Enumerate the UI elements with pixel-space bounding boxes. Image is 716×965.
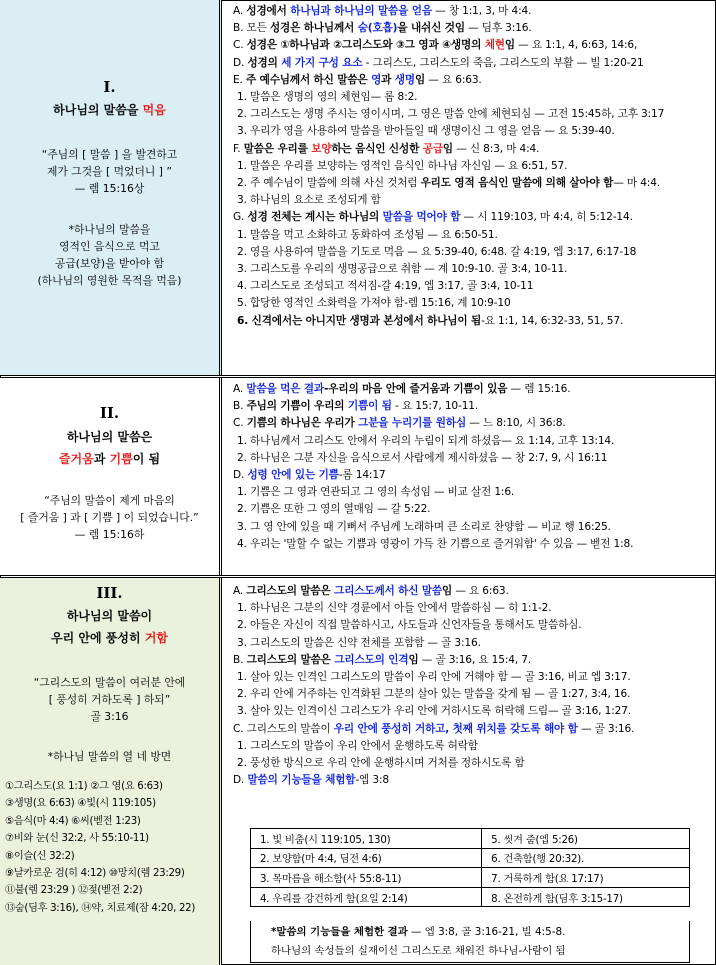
note-line: (하나님의 영원한 목적을 먹음) — [37, 274, 182, 287]
quote-line: “주님의 말씀이 제게 마음의 — [44, 494, 175, 507]
section-2-title-line2 — [0, 449, 219, 469]
outline-text: F. — [233, 142, 244, 155]
result-label: *말씀의 기능들을 체험한 결과 — [271, 926, 408, 938]
section-3-quote — [0, 674, 219, 725]
outline-text: 성경은 하나님께서 — [269, 22, 358, 35]
outline-text: B. 모든 — [233, 22, 270, 35]
outline-text: 2. 기쁨은 또한 그 영의 열매임 — 갈 5:22. — [237, 503, 431, 516]
quote-line: “그리스도의 말씀이 여러분 안에 — [33, 676, 186, 689]
outline-text: -우리의 마음 안에 즐거움과 기쁨이 있음 — [324, 383, 508, 395]
outline-text: C. — [233, 417, 247, 430]
title-text: 우리 안에 풍성히 — [51, 631, 145, 645]
outline-text: — 렘 15:16. — [507, 383, 571, 395]
outline-text: 1. 그리스도의 말씀이 우리 안에서 운행하도록 허락함 — [237, 739, 478, 752]
outline-text: 임 — [408, 653, 419, 666]
quote-line: “주님의 [ 말씀 ] 을 발견하고 — [41, 148, 178, 161]
outline-text: 4. 그리스도로 조성되고 적셔짐-갈 4:19, 엡 3:17, 골 3:4, 10-11 — [237, 280, 534, 293]
outline-text: 우리 안에 풍성히 거하고, 첫째 위치를 갖도록 해야 함 — [333, 722, 578, 735]
outline-line — [233, 55, 716, 72]
section-3-note: *하나님 말씀의 열 네 방면 — [47, 750, 172, 763]
outline-line — [233, 141, 716, 158]
section-1-sidebar — [0, 0, 222, 376]
outline-text: 2. 주 예수님이 말씀에 의해 사신 것처럼 — [237, 177, 421, 190]
function-row — [251, 868, 690, 888]
outline-text: 그리스도의 말씀은 — [246, 653, 335, 666]
outline-text: 체현 — [484, 39, 505, 52]
quote-line: — 렘 15:16상 — [74, 182, 145, 195]
outline-text: G. — [233, 211, 248, 224]
aspect-item: ⑦비와 눈(신 32:2, 사 55:10-11) — [5, 833, 149, 845]
outline-text: -엡 3:8 — [355, 774, 389, 787]
outline-text: 3. 살아 있는 인격이신 그리스도가 우리 안에 거하시도록 허락해 드림— 골 3:16, 1:27. — [237, 705, 632, 718]
section-1-title-highlight: 먹음 — [142, 103, 166, 117]
section-3-number: III. — [96, 584, 123, 602]
section-3-sidebar — [0, 578, 222, 965]
outline-text: 성경 전체는 계시는 하나님의 — [247, 211, 383, 224]
aspect-item: ⑤음식(마 4:4) ⑥씨(벧전 1:23) — [5, 815, 141, 827]
note-line: *하나님의 말씀을 — [68, 223, 151, 236]
outline-text: 2. 하나님은 그분 자신을 음식으로서 사람에게 제시하셨음 — 창 2:7, 9, 시 16:11 — [237, 451, 608, 464]
functions-area — [226, 578, 716, 965]
outline-text: 그리스도의 말씀은 — [246, 585, 335, 597]
outline-text: 임 — [504, 39, 515, 52]
outline-text: 1. 하나님은 그분의 신약 경륜에서 아들 안에서 말씀하심 — 히 1:1-2. — [237, 602, 552, 615]
title-join: 과 — [93, 452, 110, 466]
quote-line: [ 풍성히 거하도록 ] 하되” — [48, 693, 171, 706]
outline-text: 말씀의 기능들을 체험함 — [247, 774, 356, 787]
outline-text: 1. 기쁨은 그 영과 연관되고 그 영의 속성임 — 비교 살전 1:6. — [237, 486, 515, 499]
outline-line — [233, 398, 716, 415]
outline-text: B. — [233, 400, 247, 413]
outline-line — [233, 106, 716, 123]
outline-text: 주 예수님께서 하신 말씀은 — [245, 73, 372, 86]
outline-text: 그리스도께서 하신 말씀 — [334, 585, 443, 597]
outline-line — [233, 415, 716, 432]
outline-text: E. — [233, 73, 246, 86]
outline-text: 그분을 누리기를 원하심 — [358, 417, 467, 430]
outline-text: -요 1:1, 14, 6:32-33, 51, 57. — [481, 314, 624, 327]
section-2-number: II. — [99, 404, 120, 422]
result-ref: — 엡 3:8, 골 3:16-21, 빌 4:5-8. — [407, 926, 566, 938]
section-2-title-line1: 하나님의 말씀은 — [66, 430, 153, 444]
outline-line — [233, 20, 716, 37]
outline-text: — 창 1:1, 3, 마 4:4. — [431, 5, 532, 17]
note-line: 공급(보양)을 받아야 함 — [54, 257, 165, 270]
function-row — [251, 848, 690, 868]
outline-line — [233, 89, 716, 106]
outline-text: 말씀을 먹은 결과 — [246, 383, 325, 395]
section-1-title — [0, 100, 219, 120]
outline-text: 보양 — [311, 142, 332, 155]
outline-text: 영 — [371, 73, 382, 86]
title-joy-1: 즐거움 — [58, 452, 94, 466]
outline-line — [233, 295, 716, 312]
outline-text: 주님의 기쁨이 우리의 — [246, 400, 348, 413]
section-2-sidebar — [0, 378, 222, 576]
outline-line — [233, 536, 716, 553]
outline-text: 숨(호흡) — [357, 22, 398, 35]
outline-text: 성경은 ①하나님과 ②그리스도와 ③그 영과 ④생명의 — [246, 39, 485, 52]
outline-text: 하나님과 하나님의 말씀을 얻음 — [290, 5, 432, 17]
outline-text: 과 — [381, 73, 395, 86]
outline-line — [233, 261, 716, 278]
outline-text: — 딤후 3:16. — [464, 22, 532, 35]
function-row — [251, 829, 690, 849]
outline-text: — 요 6:63. — [425, 73, 482, 86]
outline-line — [233, 123, 716, 140]
function-cell: 3. 목마름을 해소함(사 55:8-11) — [251, 868, 482, 888]
outline-text: C. — [233, 39, 247, 52]
section-2 — [0, 378, 716, 576]
outline-text: 기쁨의 하나님은 우리가 — [246, 417, 359, 430]
outline-text: 하는 음식인 신성한 — [331, 142, 423, 155]
outline-text: 2. 우리 안에 거주하는 인격화된 그분의 살아 있는 말씀을 갖게 됨 — 골 1:27, 3:4, 16. — [237, 688, 631, 701]
outline-line — [233, 72, 716, 89]
outline-text: 3. 우리가 영을 사용하여 말씀을 받아들일 때 생명이신 그 영을 얻음 — 요 5:39-40. — [237, 125, 615, 138]
outline-text: — 요 6:63. — [452, 585, 509, 597]
outline-line — [233, 158, 716, 175]
outline-text: 2. 그리스도는 생명 주시는 영이시며, 그 영은 말씀 안에 체현되심 — 고전 15:45하, 고후 3:17 — [237, 108, 665, 121]
outline-text: 5. 합당한 영적인 소화력을 가져야 함-렘 15:16, 계 10:9-10 — [237, 297, 511, 310]
section-1-title-text: 하나님의 말씀을 — [53, 103, 143, 117]
outline-text: — 골 3:16, 요 15:4, 7. — [418, 653, 532, 666]
section-3-title-line2 — [0, 628, 219, 648]
section-3-title-line1: 하나님의 말씀이 — [66, 609, 153, 623]
outline-text: D. — [233, 469, 248, 482]
outline-line — [233, 450, 716, 467]
outline-text: 1. 살아 있는 인격인 그리스도의 말씀이 우리 안에 거해야 함 — 골 3:16, 비교 엡 3:17. — [237, 671, 631, 684]
aspect-item: ①그리스도(요 1:1) ②그 영(요 6:63) — [5, 781, 163, 792]
outline-line — [233, 313, 716, 330]
outline-text: A. — [233, 383, 247, 395]
outline-text: 1. 말씀은 우리를 보양하는 영적인 음식인 하나님 자신임 — 요 6:51, 57. — [237, 159, 568, 172]
outline-text: — 시 119:103, 마 4:4, 히 5:12-14. — [460, 211, 633, 224]
title-joy-2: 기쁨 — [109, 452, 133, 466]
section-3 — [0, 578, 716, 965]
outline-text: 성령 안에 있는 기쁨 — [247, 469, 339, 482]
function-row — [251, 887, 690, 907]
outline-text: C. 그리스도의 말씀이 — [233, 722, 334, 735]
outline-text: 임 — [442, 142, 453, 155]
outline-text: A. — [233, 585, 247, 597]
outline-text: D. — [233, 774, 248, 787]
outline-text: 생명 — [394, 73, 415, 86]
outline-text: — 신 8:3, 마 4:4. — [453, 142, 540, 155]
function-cell: 8. 온전하게 함(딤후 3:15-17) — [482, 887, 690, 907]
outline-text: 말씀은 우리를 — [243, 142, 312, 155]
aspect-item: ③생명(요 6:63) ④빛(시 119:105) — [5, 798, 156, 810]
outline-text: 1. 하나님께서 그리스도 안에서 우리의 누림이 되게 하셨음— 요 1:14, 고후 13:14. — [237, 434, 615, 447]
section-1-note — [0, 221, 219, 289]
outline-text: — 느 8:10, 시 36:8. — [466, 417, 566, 430]
outline-line — [233, 278, 716, 295]
outline-text: - 그리스도, 그리스도의 죽음, 그리스도의 부활 — 빌 1:20-21 — [362, 56, 644, 69]
outline-text: 세 가지 구성 요소 — [281, 56, 363, 69]
outline-line — [233, 244, 716, 261]
aspect-item: ⑪불(렘 23:29 ) ⑫젖(벧전 2:2) — [5, 885, 143, 897]
functions-result — [250, 921, 690, 963]
outline-text: 을 내쉬신 것임 — [397, 22, 465, 35]
outline-line — [233, 467, 716, 484]
outline-text: -롬 14:17 — [338, 469, 386, 482]
outline-text: A. — [233, 5, 247, 17]
outline-text: 1. 말씀을 먹고 소화하고 동화하여 조성됨 — 요 6:50-51. — [237, 228, 498, 241]
outline-line — [233, 501, 716, 518]
outline-text: 말씀을 먹어야 함 — [382, 211, 461, 224]
outline-text: 3. 그리스도의 말씀은 신약 전체를 포함함 — 골 3:16. — [237, 636, 481, 649]
outline-line — [233, 37, 716, 54]
section-1 — [0, 0, 716, 376]
section-2-quote — [0, 492, 219, 543]
aspect-item: ⑬숨(딤후 3:16), ⑭약, 치료제(잠 4:20, 22) — [5, 902, 196, 914]
outline-text: - 요 15:7, 10-11. — [391, 400, 479, 413]
function-cell: 7. 거룩하게 함(요 17:17) — [482, 868, 690, 888]
outline-text: 공급 — [422, 142, 443, 155]
title-highlight: 거함 — [144, 631, 168, 645]
outline-text: 2. 풍성한 방식으로 우리 안에 운행하시며 거처를 정하시도록 함 — [237, 757, 525, 770]
outline-text: 1. 말씀은 생명의 영의 체현임— 롬 8:2. — [237, 91, 418, 104]
outline-text: 성경의 — [247, 56, 282, 69]
outline-text: 3. 그리스도를 우리의 생명공급으로 취함 — 계 10:9-10. 골 3:4, 10-11. — [237, 263, 568, 276]
outline-text: 6. 신격에서는 아니지만 생명과 본성에서 하나님이 됨 — [237, 314, 482, 327]
outline-text: — 요 1:1, 4, 6:63, 14:6, — [514, 39, 638, 52]
outline-line — [233, 227, 716, 244]
section-2-outline — [226, 378, 716, 576]
section-1-outline — [226, 0, 716, 376]
quote-line: — 렘 15:16하 — [74, 528, 145, 541]
note-line: 영적인 음식으로 먹고 — [59, 240, 160, 253]
outline-text: 성경에서 — [246, 5, 291, 17]
outline-text: 2. 영을 사용하여 말씀을 기도로 먹음 — 요 5:39-40, 6:48. 갈 4:19, 엡 3:17, 6:17-18 — [237, 245, 637, 258]
function-cell: 1. 빛 비춤(시 119:105, 130) — [251, 829, 482, 849]
aspect-item: ⑨날카로운 검(히 4:12) ⑩망치(렘 23:29) — [5, 868, 185, 879]
function-cell: 6. 건축함(행 20:32). — [482, 848, 690, 868]
outline-text: 그리스도의 인격 — [334, 653, 409, 666]
outline-text: B. — [233, 653, 247, 666]
result-text: 하나님의 속성들의 실재이신 그리스도로 채워진 하나님-사람이 됨 — [271, 945, 566, 957]
outline-text: 3. 하나님의 요소로 조성되게 함 — [237, 194, 381, 207]
function-cell: 5. 씻겨 줌(엡 5:26) — [482, 829, 690, 849]
outline-text: 임 — [442, 585, 453, 597]
outline-text: — 골 3:16. — [577, 722, 635, 735]
function-cell: 4. 우리를 강건하게 함(요일 2:14) — [251, 887, 482, 907]
outline-text: 임 — [414, 73, 426, 86]
quote-line: 제가 그것을 [ 먹었더니 ] ” — [46, 165, 173, 178]
outline-text: 기쁨이 됨 — [347, 400, 392, 413]
outline-line — [233, 192, 716, 209]
section-1-quote — [0, 146, 219, 197]
outline-text: 4. 우리는 '말할 수 없는 기쁨과 영광이 가득 찬 기쁨으로 즐거워함' 수 있음 — 벧전 1:8. — [237, 537, 634, 550]
aspect-item: ⑧이슬(신 32:2) — [5, 850, 75, 862]
quote-line: [ 즐거움 ] 과 [ 기쁨 ] 이 되었습니다.” — [20, 511, 199, 524]
functions-table — [250, 828, 690, 907]
function-cell: 2. 보양함(마 4:4, 딤전 4:6) — [251, 848, 482, 868]
outline-line — [233, 3, 716, 20]
outline-line — [233, 484, 716, 501]
section-1-number: I. — [103, 78, 116, 96]
outline-line — [233, 209, 716, 226]
outline-text: D. — [233, 56, 248, 69]
outline-text: — 마 4:4. — [613, 177, 661, 190]
title-end: 이 됨 — [132, 452, 161, 466]
outline-text: 2. 아들은 자신이 직접 말씀하시고, 사도들과 신언자들을 통해서도 말씀하심. — [237, 619, 582, 632]
outline-text: 우리도 영적 음식인 말씀에 의해 살아야 함 — [420, 177, 614, 190]
quote-line: 골 3:16 — [90, 710, 129, 723]
outline-line — [233, 433, 716, 450]
outline-line — [233, 519, 716, 536]
outline-line — [233, 175, 716, 192]
outline-line — [233, 381, 716, 398]
outline-text: 3. 그 영 안에 있을 때 기뻐서 주님께 노래하며 큰 소리로 찬양함 — 비교 행 16:25. — [237, 520, 611, 533]
